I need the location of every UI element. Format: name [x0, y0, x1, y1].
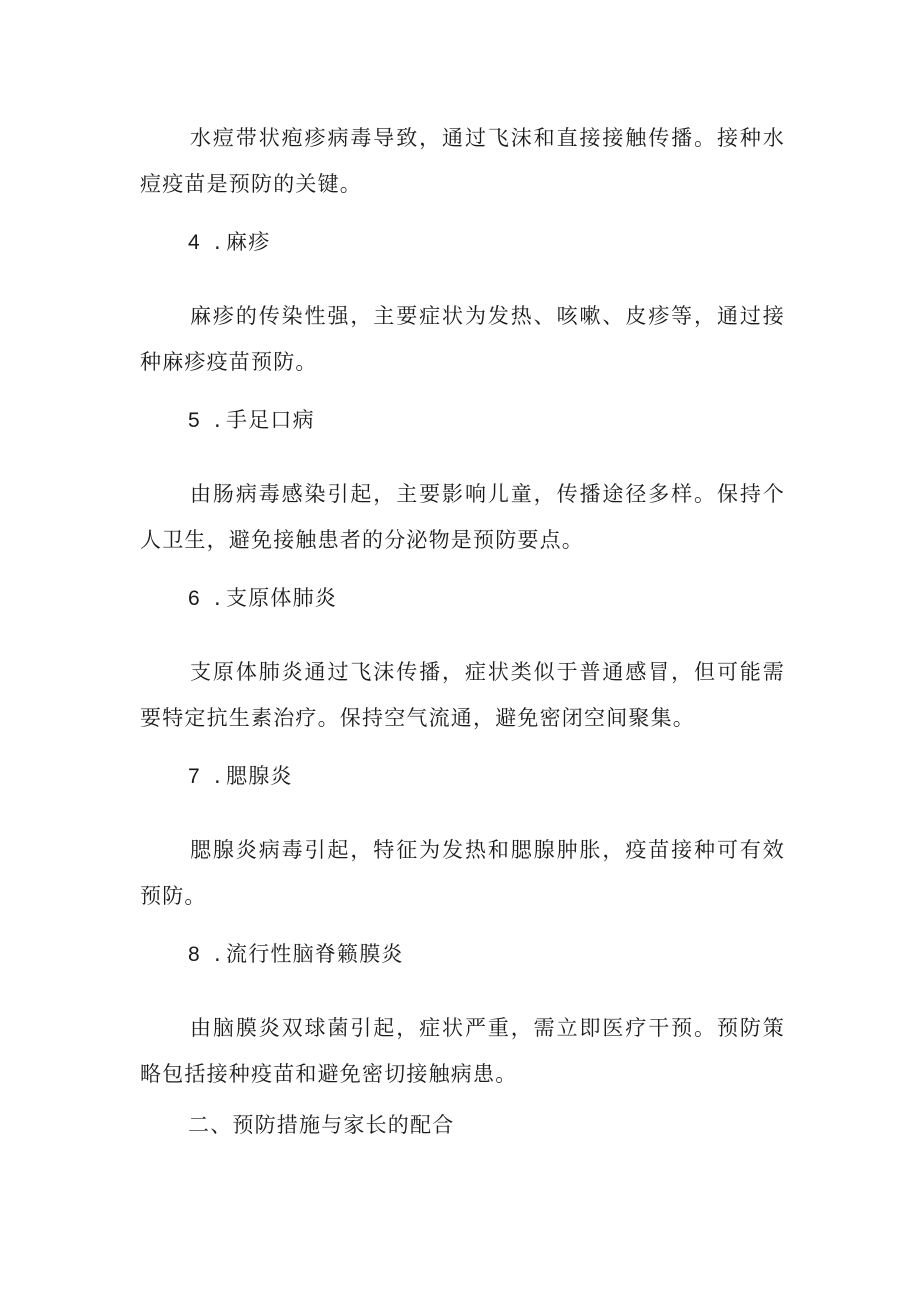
heading-number: 5: [188, 409, 201, 432]
heading-number: 8: [188, 943, 201, 966]
heading-mycoplasma: [188, 583, 337, 614]
section-heading-prevention: 二、预防措施与家长的配合: [188, 1113, 455, 1137]
heading-mumps: [188, 761, 293, 792]
paragraph-chickenpox: 水痘带状疱疹病毒导致，通过飞沫和直接接触传播。接种水痘疫苗是预防的关键。: [140, 126, 785, 196]
heading-number: 6: [188, 587, 201, 610]
heading-dot: .: [214, 586, 222, 610]
heading-title: 支原体肺炎: [226, 586, 337, 610]
paragraph-hfmd: 由肠病毒感染引起，主要影响儿童，传播途径多样。保持个人卫生，避免接触患者的分泌物是预防要点。: [140, 482, 785, 552]
heading-title: 腮腺炎: [226, 764, 293, 788]
heading-hfmd: [188, 405, 315, 436]
heading-title: 流行性脑脊籁膜炎: [226, 942, 404, 966]
heading-dot: .: [214, 942, 222, 966]
heading-meningitis: [188, 939, 404, 970]
heading-dot: .: [214, 408, 222, 432]
paragraph-meningitis: 由脑膜炎双球菌引起，症状严重，需立即医疗干预。预防策略包括接种疫苗和避免密切接触病患。: [140, 1016, 785, 1086]
heading-dot: .: [214, 764, 222, 788]
heading-number: 4: [188, 231, 201, 254]
heading-measles: [188, 227, 270, 258]
paragraph-mumps: 腮腺炎病毒引起，特征为发热和腮腺肿胀，疫苗接种可有效预防。: [140, 838, 785, 908]
paragraph-measles: 麻疹的传染性强，主要症状为发热、咳嗽、皮疹等，通过接种麻疹疫苗预防。: [140, 304, 785, 374]
heading-dot: .: [214, 230, 222, 254]
heading-title: 手足口病: [226, 408, 315, 432]
heading-title: 麻疹: [226, 230, 271, 254]
heading-number: 7: [188, 765, 201, 788]
paragraph-mycoplasma: 支原体肺炎通过飞沫传播，症状类似于普通感冒，但可能需要特定抗生素治疗。保持空气流通，避免密闭空间聚集。: [140, 660, 785, 730]
